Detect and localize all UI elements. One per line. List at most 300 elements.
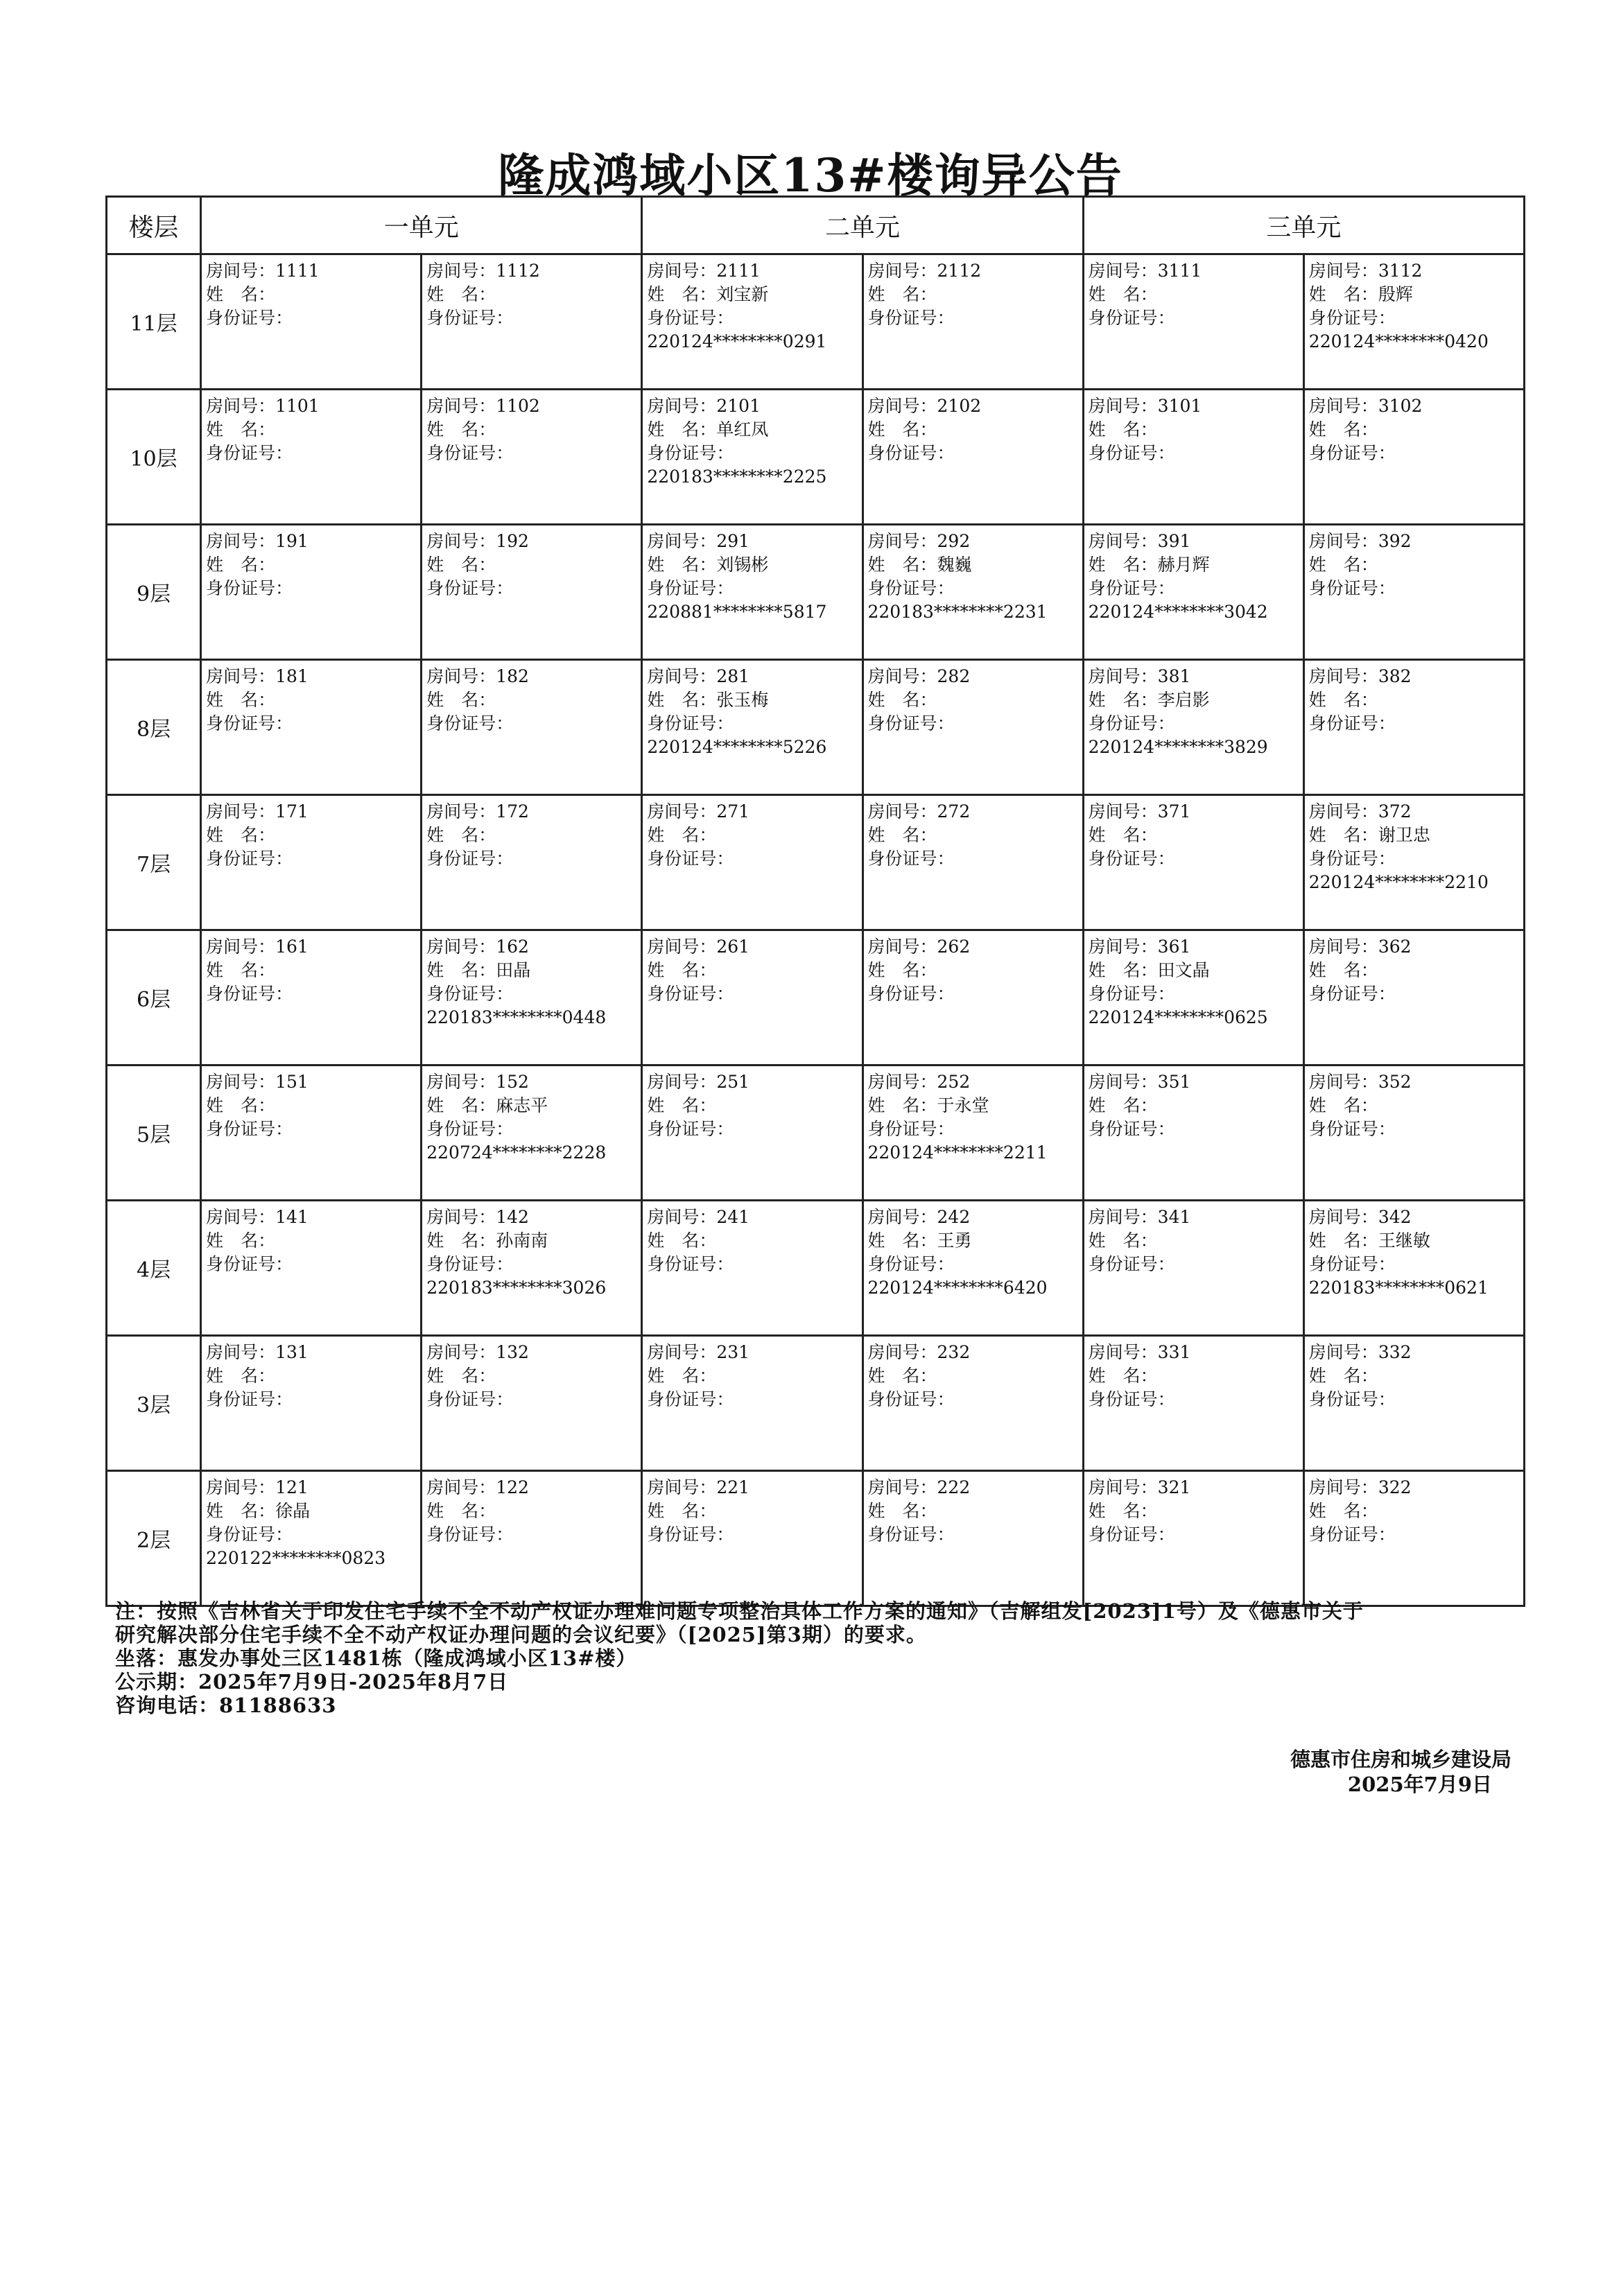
name-line <box>1309 283 1523 306</box>
id-label: 身份证号： <box>647 713 734 733</box>
room-number: 122 <box>496 1477 529 1497</box>
room-cell <box>1083 660 1303 795</box>
name-line <box>426 418 641 442</box>
name-label: 姓 名： <box>1308 690 1378 710</box>
room-number: 171 <box>275 801 309 821</box>
room-line <box>426 665 641 688</box>
room-number: 182 <box>496 666 529 686</box>
name-line <box>647 553 861 577</box>
id-label: 身份证号： <box>206 578 293 598</box>
floor-label: 4层 <box>107 1201 201 1336</box>
name-label: 姓 名： <box>647 1366 717 1386</box>
floor-label: 8层 <box>107 660 201 795</box>
room-label: 房间号： <box>206 1477 276 1497</box>
room-label: 房间号： <box>206 261 276 281</box>
room-label: 房间号： <box>1308 1477 1378 1497</box>
id-label-line <box>647 1388 861 1411</box>
room-label: 房间号： <box>867 937 937 957</box>
room-line <box>1089 800 1303 824</box>
id-label: 身份证号： <box>426 1254 514 1274</box>
id-value-line <box>426 1276 641 1300</box>
room-number: 262 <box>937 937 971 957</box>
room-cell <box>862 390 1083 525</box>
room-label: 房间号： <box>426 1072 496 1092</box>
room-cell <box>642 1201 862 1336</box>
name-line <box>1309 418 1523 442</box>
room-number: 191 <box>275 531 309 551</box>
room-label: 房间号： <box>1088 1072 1158 1092</box>
room-number: 252 <box>937 1072 971 1092</box>
name-label: 姓 名： <box>1088 1230 1158 1251</box>
room-line <box>1309 665 1523 688</box>
name-line <box>206 553 420 577</box>
room-number: 362 <box>1378 937 1412 957</box>
name-label: 姓 名： <box>867 555 937 575</box>
id-number: 220124********5226 <box>647 737 827 757</box>
id-label: 身份证号： <box>867 713 955 733</box>
room-cell <box>1303 1066 1524 1201</box>
name-line <box>647 1094 861 1117</box>
room-line <box>647 1206 861 1229</box>
name-line <box>868 553 1082 577</box>
name-line <box>1309 1364 1523 1388</box>
room-line <box>1309 1341 1523 1364</box>
room-cell <box>1083 254 1303 390</box>
id-label-line <box>1089 306 1303 330</box>
id-number: 220183********0448 <box>426 1007 607 1027</box>
room-label: 房间号： <box>206 1342 276 1362</box>
room-line <box>206 1341 420 1364</box>
room-cell <box>1303 795 1524 930</box>
room-number: 361 <box>1157 937 1191 957</box>
owner-name: 李启影 <box>1157 690 1210 710</box>
room-label: 房间号： <box>867 1342 937 1362</box>
id-label: 身份证号： <box>426 578 514 598</box>
room-line <box>647 259 861 283</box>
room-cell <box>1303 525 1524 660</box>
room-number: 281 <box>716 666 750 686</box>
name-label: 姓 名： <box>1088 1366 1158 1386</box>
unit-2-header: 二单元 <box>642 197 1083 254</box>
id-label: 身份证号： <box>1088 1524 1175 1545</box>
floor-row <box>107 1336 1525 1471</box>
id-label: 身份证号： <box>1308 1389 1396 1409</box>
name-label: 姓 名： <box>867 1501 937 1521</box>
room-label: 房间号： <box>206 531 276 551</box>
room-label: 房间号： <box>647 1342 717 1362</box>
id-label: 身份证号： <box>647 308 734 328</box>
room-cell <box>1303 660 1524 795</box>
room-line <box>1089 259 1303 283</box>
room-cell <box>201 525 422 660</box>
id-label: 身份证号： <box>1308 443 1396 463</box>
name-label: 姓 名： <box>426 960 496 980</box>
room-label: 房间号： <box>647 396 717 416</box>
id-label-line <box>647 712 861 736</box>
room-number: 382 <box>1378 666 1412 686</box>
room-number: 372 <box>1378 801 1412 821</box>
id-label-line <box>1309 1388 1523 1411</box>
id-label: 身份证号： <box>647 849 734 869</box>
name-label: 姓 名： <box>1308 960 1378 980</box>
room-label: 房间号： <box>647 1072 717 1092</box>
id-label-line <box>1309 306 1523 330</box>
id-label: 身份证号： <box>1308 984 1396 1004</box>
name-line <box>206 1364 420 1388</box>
room-label: 房间号： <box>647 937 717 957</box>
id-label-line <box>426 847 641 871</box>
room-line <box>1309 800 1523 824</box>
id-value-line <box>1309 330 1523 354</box>
room-cell <box>1083 1336 1303 1471</box>
floor-label: 3层 <box>107 1336 201 1471</box>
room-label: 房间号： <box>426 666 496 686</box>
owner-name: 张玉梅 <box>716 690 769 710</box>
name-label: 姓 名： <box>867 419 937 440</box>
name-label: 姓 名： <box>206 419 276 440</box>
id-label: 身份证号： <box>647 1119 734 1139</box>
room-cell <box>1303 254 1524 390</box>
room-line <box>426 530 641 553</box>
owner-name: 田文晶 <box>1157 960 1210 980</box>
name-line <box>647 1229 861 1253</box>
room-cell <box>642 930 862 1066</box>
id-label: 身份证号： <box>867 1119 955 1139</box>
name-line <box>868 418 1082 442</box>
id-label-line <box>206 847 420 871</box>
room-line <box>206 1206 420 1229</box>
id-number: 220124********3042 <box>1088 602 1268 622</box>
name-line <box>1089 959 1303 982</box>
room-line <box>426 1206 641 1229</box>
id-label-line <box>1089 1253 1303 1276</box>
name-label: 姓 名： <box>206 825 276 845</box>
id-label-line <box>206 982 420 1006</box>
room-line <box>647 665 861 688</box>
floor-row <box>107 1201 1525 1336</box>
room-cell <box>201 930 422 1066</box>
id-label-line <box>1309 577 1523 600</box>
room-cell <box>1083 795 1303 930</box>
room-line <box>1309 394 1523 418</box>
id-label: 身份证号： <box>1088 308 1175 328</box>
owner-name: 单红凤 <box>716 419 769 440</box>
id-label-line <box>426 1253 641 1276</box>
name-label: 姓 名： <box>647 419 717 440</box>
floor-label: 2层 <box>107 1471 201 1606</box>
id-number: 220124********6420 <box>867 1278 1048 1298</box>
room-label: 房间号： <box>1088 1207 1158 1227</box>
name-label: 姓 名： <box>1308 1230 1378 1251</box>
name-line <box>647 1499 861 1523</box>
room-cell <box>862 1336 1083 1471</box>
id-label-line <box>1309 847 1523 871</box>
room-line <box>647 800 861 824</box>
name-line <box>426 959 641 982</box>
name-line <box>1089 688 1303 712</box>
room-number: 2102 <box>937 396 982 416</box>
room-line <box>206 530 420 553</box>
room-label: 房间号： <box>426 531 496 551</box>
room-number: 352 <box>1378 1072 1412 1092</box>
floor-label: 11层 <box>107 254 201 390</box>
room-cell <box>1083 390 1303 525</box>
room-cell <box>422 930 642 1066</box>
room-label: 房间号： <box>867 1072 937 1092</box>
room-label: 房间号： <box>647 1207 717 1227</box>
id-label: 身份证号： <box>206 849 293 869</box>
room-number: 391 <box>1157 531 1191 551</box>
room-line <box>206 259 420 283</box>
id-label: 身份证号： <box>426 984 514 1004</box>
owner-name: 赫月辉 <box>1157 555 1210 575</box>
name-line <box>206 1229 420 1253</box>
room-cell <box>422 1066 642 1201</box>
room-number: 272 <box>937 801 971 821</box>
name-label: 姓 名： <box>426 555 496 575</box>
room-number: 1111 <box>275 261 320 281</box>
room-cell <box>862 254 1083 390</box>
name-label: 姓 名： <box>426 284 496 304</box>
id-label-line <box>426 1523 641 1547</box>
id-label-line <box>868 442 1082 465</box>
id-label: 身份证号： <box>867 984 955 1004</box>
name-line <box>868 1094 1082 1117</box>
id-number: 220124********2210 <box>1308 872 1489 892</box>
id-label-line <box>1309 712 1523 736</box>
room-number: 131 <box>275 1342 309 1362</box>
room-number: 392 <box>1378 531 1412 551</box>
room-cell <box>1303 390 1524 525</box>
id-label: 身份证号： <box>1308 713 1396 733</box>
room-cell <box>862 930 1083 1066</box>
name-label: 姓 名： <box>647 284 717 304</box>
table-body <box>107 254 1525 1606</box>
room-number: 322 <box>1378 1477 1412 1497</box>
name-line <box>206 418 420 442</box>
name-label: 姓 名： <box>426 419 496 440</box>
id-label-line <box>647 577 861 600</box>
room-number: 222 <box>937 1477 971 1497</box>
room-line <box>426 259 641 283</box>
id-value-line <box>647 465 861 489</box>
room-label: 房间号： <box>867 1477 937 1497</box>
room-line <box>206 1476 420 1499</box>
room-number: 3112 <box>1378 261 1423 281</box>
id-value-line <box>1309 1276 1523 1300</box>
period-line: 公示期：2025年7月9日-2025年8月7日 <box>115 1670 509 1694</box>
room-label: 房间号： <box>867 801 937 821</box>
id-label: 身份证号： <box>647 984 734 1004</box>
id-label: 身份证号： <box>867 1389 955 1409</box>
name-line <box>426 1094 641 1117</box>
name-label: 姓 名： <box>1308 825 1378 845</box>
room-label: 房间号： <box>867 261 937 281</box>
id-number: 220183********3026 <box>426 1278 607 1298</box>
room-number: 242 <box>937 1207 971 1227</box>
room-number: 251 <box>716 1072 750 1092</box>
room-line <box>868 1070 1082 1094</box>
room-number: 162 <box>496 937 529 957</box>
id-label-line <box>1089 847 1303 871</box>
id-number: 220124********2211 <box>867 1142 1048 1163</box>
room-line <box>1089 665 1303 688</box>
room-label: 房间号： <box>206 1207 276 1227</box>
room-line <box>426 1070 641 1094</box>
room-label: 房间号： <box>1088 801 1158 821</box>
room-number: 271 <box>716 801 750 821</box>
id-label-line <box>1309 1117 1523 1141</box>
owner-name: 刘锡彬 <box>716 555 769 575</box>
room-label: 房间号： <box>1308 531 1378 551</box>
room-line <box>868 1341 1082 1364</box>
id-label-line <box>1089 982 1303 1006</box>
room-number: 3102 <box>1378 396 1423 416</box>
id-label: 身份证号： <box>647 1389 734 1409</box>
room-number: 181 <box>275 666 309 686</box>
id-number: 220183********2225 <box>647 467 827 487</box>
id-label-line <box>206 306 420 330</box>
id-label: 身份证号： <box>426 1119 514 1139</box>
id-label-line <box>1309 1253 1523 1276</box>
room-number: 241 <box>716 1207 750 1227</box>
name-line <box>647 418 861 442</box>
room-cell <box>422 795 642 930</box>
floor-row <box>107 1471 1525 1606</box>
id-label: 身份证号： <box>1308 1119 1396 1139</box>
id-label-line <box>426 1388 641 1411</box>
name-label: 姓 名： <box>1088 690 1158 710</box>
id-label: 身份证号： <box>1308 849 1396 869</box>
id-label-line <box>647 1117 861 1141</box>
name-label: 姓 名： <box>206 284 276 304</box>
id-label-line <box>206 1523 420 1547</box>
room-cell <box>422 254 642 390</box>
room-label: 房间号： <box>1088 396 1158 416</box>
room-label: 房间号： <box>1308 396 1378 416</box>
name-label: 姓 名： <box>1088 555 1158 575</box>
room-cell <box>422 1201 642 1336</box>
id-label-line <box>426 306 641 330</box>
floor-row <box>107 660 1525 795</box>
room-line <box>868 800 1082 824</box>
owner-name: 麻志平 <box>496 1095 548 1115</box>
id-label: 身份证号： <box>867 443 955 463</box>
room-number: 1112 <box>496 261 540 281</box>
phone-line: 咨询电话：81188633 <box>115 1694 337 1717</box>
note-line: 注：按照《吉林省关于印发住宅手续不全不动产权证办理难问题专项整治具体工作方案的通知》（吉解组发[2023]1号）及《德惠市关于 <box>115 1599 1364 1623</box>
room-cell <box>201 660 422 795</box>
room-number: 142 <box>496 1207 529 1227</box>
name-line <box>1089 1094 1303 1117</box>
name-line <box>1089 824 1303 847</box>
id-label: 身份证号： <box>1088 984 1175 1004</box>
room-label: 房间号： <box>867 1207 937 1227</box>
room-label: 房间号： <box>206 1072 276 1092</box>
name-line <box>206 959 420 982</box>
room-number: 161 <box>275 937 309 957</box>
floor-label: 5层 <box>107 1066 201 1201</box>
id-label-line <box>426 577 641 600</box>
id-label: 身份证号： <box>867 1254 955 1274</box>
room-label: 房间号： <box>1308 937 1378 957</box>
id-label-line <box>206 1388 420 1411</box>
id-label: 身份证号： <box>1308 578 1396 598</box>
id-value-line <box>868 1276 1082 1300</box>
id-label-line <box>1309 982 1523 1006</box>
room-label: 房间号： <box>1308 666 1378 686</box>
id-label: 身份证号： <box>206 443 293 463</box>
name-label: 姓 名： <box>1308 419 1378 440</box>
room-line <box>868 1206 1082 1229</box>
floor-row <box>107 930 1525 1066</box>
id-label: 身份证号： <box>426 308 514 328</box>
room-cell <box>1083 525 1303 660</box>
id-value-line <box>426 1006 641 1029</box>
room-line <box>206 394 420 418</box>
room-line <box>1089 530 1303 553</box>
room-line <box>868 665 1082 688</box>
id-number: 220183********0621 <box>1308 1278 1489 1298</box>
id-number: 220183********2231 <box>867 602 1048 622</box>
room-label: 房间号： <box>1308 1207 1378 1227</box>
room-line <box>1309 259 1523 283</box>
room-cell <box>422 1471 642 1606</box>
name-line <box>1309 1499 1523 1523</box>
room-number: 341 <box>1157 1207 1191 1227</box>
name-line <box>868 1229 1082 1253</box>
floor-header: 楼层 <box>107 197 201 254</box>
name-label: 姓 名： <box>1088 284 1158 304</box>
room-number: 192 <box>496 531 529 551</box>
room-cell <box>642 660 862 795</box>
name-line <box>426 1499 641 1523</box>
id-label-line <box>647 1253 861 1276</box>
room-number: 2112 <box>937 261 982 281</box>
name-label: 姓 名： <box>647 1095 717 1115</box>
name-label: 姓 名： <box>867 825 937 845</box>
room-number: 342 <box>1378 1207 1412 1227</box>
room-cell <box>1083 930 1303 1066</box>
owner-table <box>105 195 1525 1607</box>
id-label-line <box>868 1388 1082 1411</box>
id-label-line <box>647 1523 861 1547</box>
name-line <box>647 959 861 982</box>
room-line <box>206 800 420 824</box>
name-line <box>647 283 861 306</box>
owner-name: 殷辉 <box>1378 284 1413 304</box>
id-label-line <box>206 442 420 465</box>
id-label-line <box>1309 1523 1523 1547</box>
room-label: 房间号： <box>426 801 496 821</box>
name-line <box>426 824 641 847</box>
room-line <box>1309 1206 1523 1229</box>
id-label-line <box>647 442 861 465</box>
room-number: 261 <box>716 937 750 957</box>
id-value-line <box>868 600 1082 624</box>
note-line: 研究解决部分住宅手续不全不动产权证办理问题的会议纪要》（[2025]第3期）的要求。 <box>115 1623 927 1646</box>
room-number: 231 <box>716 1342 750 1362</box>
name-line <box>868 824 1082 847</box>
id-label-line <box>868 712 1082 736</box>
name-label: 姓 名： <box>1088 419 1158 440</box>
id-label: 身份证号： <box>1088 578 1175 598</box>
name-label: 姓 名： <box>206 555 276 575</box>
floor-row <box>107 1066 1525 1201</box>
name-label: 姓 名： <box>426 825 496 845</box>
room-number: 232 <box>937 1342 971 1362</box>
room-number: 381 <box>1157 666 1191 686</box>
